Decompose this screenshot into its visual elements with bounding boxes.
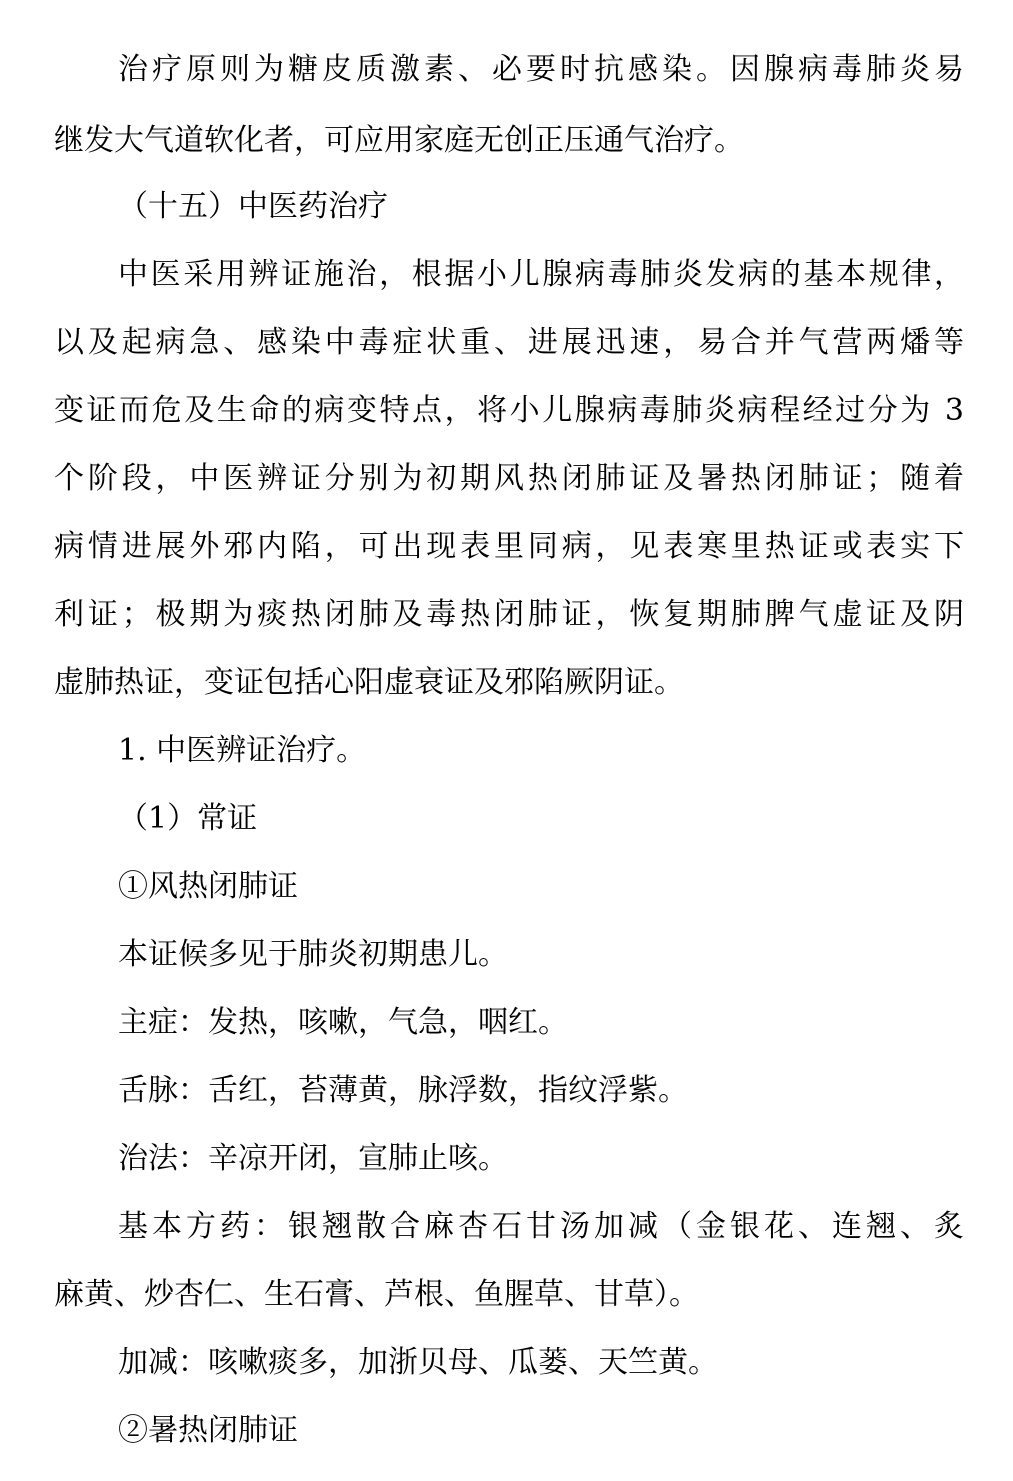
subsection-heading: （1）常证 (118, 801, 258, 836)
subsection-heading: 1. 中医辨证治疗。 (118, 733, 367, 768)
subsection-heading: ②暑热闭肺证 (118, 1413, 298, 1448)
paragraph-line: 加减：咳嗽痰多，加浙贝母、瓜蒌、天竺黄。 (118, 1345, 718, 1380)
paragraph-line: 主症：发热，咳嗽，气急，咽红。 (118, 1005, 568, 1040)
paragraph-line: 虚肺热证，变证包括心阳虚衰证及邪陷厥阴证。 (54, 665, 684, 700)
paragraph-line: 本证候多见于肺炎初期患儿。 (118, 937, 508, 972)
paragraph-line: 治疗原则为糖皮质激素、必要时抗感染。因腺病毒肺炎易 (118, 52, 964, 87)
subsection-heading: ①风热闭肺证 (118, 869, 298, 904)
paragraph-line: 以及起病急、感染中毒症状重、进展迅速，易合并气营两燔等 (54, 325, 964, 360)
paragraph-line: 变证而危及生命的病变特点，将小儿腺病毒肺炎病程经过分为 3 (54, 393, 964, 428)
paragraph-line: 个阶段，中医辨证分别为初期风热闭肺证及暑热闭肺证；随着 (54, 461, 964, 496)
section-heading: （十五）中医药治疗 (118, 189, 388, 224)
paragraph-line: 病情进展外邪内陷，可出现表里同病，见表寒里热证或表实下 (54, 529, 964, 564)
paragraph-line: 中医采用辨证施治，根据小儿腺病毒肺炎发病的基本规律， (118, 257, 964, 292)
paragraph-line: 舌脉：舌红，苔薄黄，脉浮数，指纹浮紫。 (118, 1073, 688, 1108)
paragraph-line: 麻黄、炒杏仁、生石膏、芦根、鱼腥草、甘草）。 (54, 1277, 699, 1312)
paragraph-line: 治法：辛凉开闭，宣肺止咳。 (118, 1141, 508, 1176)
paragraph-line: 利证；极期为痰热闭肺及毒热闭肺证，恢复期肺脾气虚证及阴 (54, 597, 964, 632)
paragraph-line: 继发大气道软化者，可应用家庭无创正压通气治疗。 (54, 123, 744, 158)
paragraph-line: 基本方药：银翘散合麻杏石甘汤加减（金银花、连翘、炙 (118, 1209, 964, 1244)
